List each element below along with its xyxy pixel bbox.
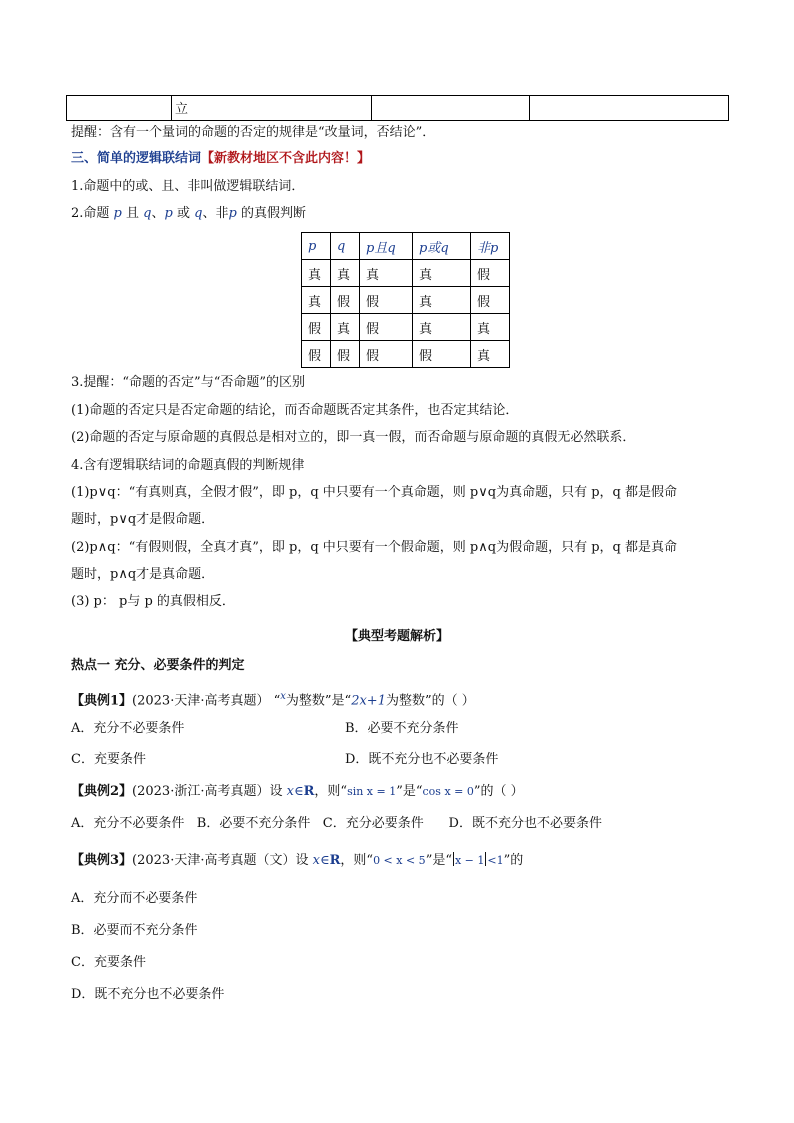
truth-table-header-row xyxy=(302,233,510,260)
truth-table-cell: 真 xyxy=(331,260,360,287)
example-2-option-b: B．必要不充分条件 xyxy=(196,816,311,831)
truth-table-cell: 真 xyxy=(360,260,413,287)
truth-table-row xyxy=(302,314,510,341)
math-expr: x − 1 xyxy=(454,854,485,867)
table-divider xyxy=(371,96,372,120)
math-expr: 2x+1 xyxy=(351,693,386,709)
table-divider xyxy=(171,96,172,120)
truth-table-header: p或q xyxy=(413,233,471,260)
math-expr: <1 xyxy=(487,854,504,867)
item-4-1-line-2: 题时，p∨q才是假命题． xyxy=(71,512,215,527)
example-3-option-d: D．既不充分也不必要条件 xyxy=(71,987,225,1002)
section-3-title: 三、简单的逻辑联结词 xyxy=(71,151,202,166)
example-1-option-b: B．必要不充分条件 xyxy=(345,721,459,736)
item-3-1: (1)命题的否定只是否定命题的结论，而否命题既否定其条件，也否定其结论． xyxy=(71,403,519,418)
truth-table-header: 非p xyxy=(471,233,510,260)
item-3-2: (2)命题的否定与原命题的真假总是相对立的，即一真一假，而否命题与原命题的真假无必然联系． xyxy=(71,430,636,445)
truth-table-cell: 假 xyxy=(331,341,360,368)
truth-table-header: p且q xyxy=(360,233,413,260)
table-cell-text: 立 xyxy=(175,102,189,117)
example-2-options xyxy=(71,815,602,833)
item-4-2-line-1: (2)p∧q：“有假则假，全真才真”，即 p，q 中只要有一个假命题，则 p∧q为假命题，只有 p，q 都是真命 xyxy=(71,540,677,555)
example-3-question: 【典例3】(2023·天津·高考真题（文）设 x∈R，则“0 < x < 5”是“ x − 1 <1”的 xyxy=(71,853,524,868)
section-3-note: 【新教材地区不含此内容！】 xyxy=(201,151,371,166)
truth-table-cell: 假 xyxy=(302,341,331,368)
item-3: 3.提醒：“命题的否定”与“否命题”的区别 xyxy=(71,375,305,390)
table-divider xyxy=(529,96,530,120)
section-3-heading xyxy=(71,150,370,168)
item-4: 4.含有逻辑联结词的命题真假的判断规律 xyxy=(71,458,305,473)
example-1-question: 【典例1】(2023·天津·高考真题） “$^x$为整数”是“2x+1为整数”的（ ） xyxy=(71,691,475,709)
example-3-option-b: B．必要而不充分条件 xyxy=(71,923,198,938)
truth-table-cell: 真 xyxy=(302,260,331,287)
example-1-option-d: D．既不充分也不必要条件 xyxy=(345,752,499,767)
truth-table-cell: 真 xyxy=(471,314,510,341)
example-2-source: (2023·浙江·高考真题） xyxy=(132,784,270,799)
math-expr: 0 < x < 5 xyxy=(373,854,426,867)
item-4-3: (3) p： p与 p 的真假相反． xyxy=(71,594,235,609)
truth-table-cell: 假 xyxy=(302,314,331,341)
truth-table-row xyxy=(302,341,510,368)
truth-table-cell: 假 xyxy=(413,341,471,368)
example-3-source: (2023·天津·高考真题（文） xyxy=(132,853,296,868)
math-expr: sin x = 1 xyxy=(347,785,397,798)
truth-table-cell: 假 xyxy=(471,287,510,314)
hotspot-1-heading: 热点一 充分、必要条件的判定 xyxy=(71,658,245,673)
example-2-label: 【典例2】 xyxy=(71,784,133,799)
truth-table-cell: 真 xyxy=(471,341,510,368)
truth-table-row xyxy=(302,287,510,314)
truth-table-cell: 真 xyxy=(413,287,471,314)
truth-table-cell: 假 xyxy=(360,287,413,314)
truth-table-cell: 真 xyxy=(413,314,471,341)
example-2-option-c: C．充分必要条件 xyxy=(322,816,424,831)
truth-table xyxy=(301,232,510,368)
example-3-option-a: A．充分而不必要条件 xyxy=(71,891,198,906)
truth-table-cell: 假 xyxy=(360,341,413,368)
analysis-title: 【典型考题解析】 xyxy=(344,629,449,644)
example-2-option-a: A．充分不必要条件 xyxy=(71,816,185,831)
example-3-label: 【典例3】 xyxy=(71,853,133,868)
item-2: 2.命题 p 且 q、p 或 q、非p 的真假判断 xyxy=(71,206,306,221)
example-1-label: 【典例1】 xyxy=(71,693,133,709)
truth-table-cell: 假 xyxy=(331,287,360,314)
example-1-option-c: C．充要条件 xyxy=(71,752,146,767)
truth-table-cell: 真 xyxy=(331,314,360,341)
example-2-question: 【典例2】(2023·浙江·高考真题）设 x∈R，则“sin x = 1”是“cos x = 0”的（ ） xyxy=(71,784,524,799)
item-1: 1.命题中的或、且、非叫做逻辑联结词． xyxy=(71,179,305,194)
item-4-2-line-2: 题时，p∧q才是真命题． xyxy=(71,567,215,582)
math-expr: cos x = 0 xyxy=(422,785,474,798)
truth-table-header: p xyxy=(302,233,331,260)
top-table-row xyxy=(66,95,729,121)
truth-table-cell: 真 xyxy=(413,260,471,287)
item-4-1-line-1: (1)p∨q：“有真则真，全假才假”，即 p，q 中只要有一个真命题，则 p∨q为真命题，只有 p，q 都是假命 xyxy=(71,485,677,500)
truth-table-row xyxy=(302,260,510,287)
example-1-source: (2023·天津·高考真题） xyxy=(132,693,270,709)
reminder-quantifier: 提醒：含有一个量词的命题的否定的规律是“改量词，否结论”． xyxy=(71,125,436,140)
truth-table-cell: 真 xyxy=(302,287,331,314)
example-1-option-a: A．充分不必要条件 xyxy=(71,721,185,736)
example-3-option-c: C．充要条件 xyxy=(71,955,146,970)
example-2-option-d: D．既不充分也不必要条件 xyxy=(448,816,602,831)
abs-bar-left xyxy=(453,852,454,866)
truth-table-header: q xyxy=(331,233,360,260)
truth-table-cell: 假 xyxy=(471,260,510,287)
truth-table-cell: 假 xyxy=(360,314,413,341)
